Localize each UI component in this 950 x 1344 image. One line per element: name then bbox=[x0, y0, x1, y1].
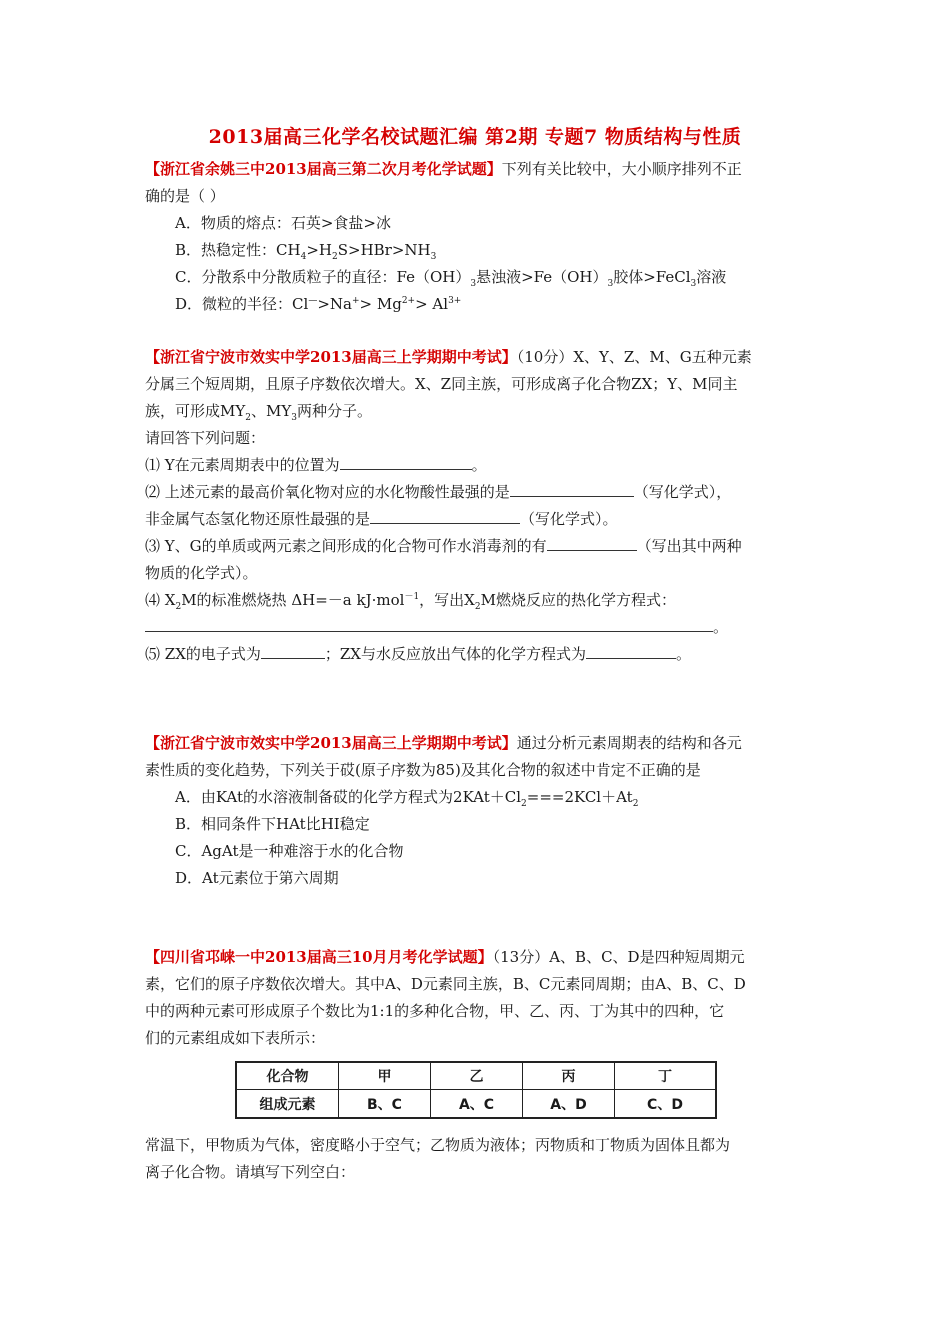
q3-option-a: A．由KAt的水溶液制备砹的化学方程式为$2KAt+Cl_2===2KCl+At_2$ bbox=[175, 788, 639, 809]
q2-line-1: 【浙江省宁波市效实中学2013届高三上学期期中考试】（10分）X、Y、Z、M、G五种元素 bbox=[145, 348, 752, 366]
q2-part-3b: 物质的化学式）。 bbox=[145, 564, 258, 582]
q4-line-4: 们的元素组成如下表所示： bbox=[145, 1029, 326, 1047]
answer-blank[interactable] bbox=[586, 642, 676, 659]
q2-part-3: ⑶ Y、G的单质或两元素之间形成的化合物可作水消毒剂的有 （写出其中两种 bbox=[145, 533, 809, 560]
q1-option-a: A．物质的熔点：石英>食盐>冰 bbox=[175, 214, 391, 232]
q4-source: 【四川省邛崃一中2013届高三10月月考化学试题】 bbox=[145, 948, 493, 966]
q4-after-1: 常温下，甲物质为气体，密度略小于空气；乙物质为液体；丙物质和丁物质为固体且都为 bbox=[145, 1136, 731, 1154]
answer-blank[interactable] bbox=[510, 480, 634, 497]
q3-option-b: B．相同条件下HAt比HI稳定 bbox=[175, 815, 370, 833]
q2-part-4: ⑷ $X_2M$的标准燃烧热 ΔH=－a kJ·mol$^{-1}$，写出$X_2M$燃烧反应的热化学方程式： bbox=[145, 591, 676, 612]
table-header-cell: 甲 bbox=[339, 1063, 431, 1090]
table-cell: A、D bbox=[523, 1090, 615, 1117]
q4-after-2: 离子化合物。请填写下列空白： bbox=[145, 1163, 356, 1181]
q3-source: 【浙江省宁波市效实中学2013届高三上学期期中考试】 bbox=[145, 734, 517, 752]
q1-source: 【浙江省余姚三中2013届高三第二次月考化学试题】 bbox=[145, 160, 502, 178]
table-cell: B、C bbox=[339, 1090, 431, 1117]
answer-blank[interactable] bbox=[340, 453, 472, 470]
question-1 bbox=[145, 156, 809, 318]
table-cell: C、D bbox=[647, 1096, 683, 1113]
q4-line-1: 【四川省邛崃一中2013届高三10月月考化学试题】（13分）A、B、C、D是四种短周期元 bbox=[145, 948, 745, 966]
table-header-cell: 丙 bbox=[523, 1063, 615, 1090]
q2-part-5: ⑸ ZX的电子式为 ；ZX与水反应放出气体的化学方程式为 。 bbox=[145, 641, 809, 668]
question-4 bbox=[145, 944, 809, 1052]
composition-table bbox=[235, 1061, 717, 1119]
table-cell: 组成元素 bbox=[237, 1090, 339, 1117]
q1-option-b: B．热稳定性：$CH_4>H_2S>HBr>NH_3$ bbox=[175, 241, 437, 262]
question-4-continued bbox=[145, 1132, 809, 1186]
q1-line-1: 【浙江省余姚三中2013届高三第二次月考化学试题】下列有关比较中，大小顺序排列不正 bbox=[145, 160, 742, 178]
answer-blank[interactable] bbox=[261, 642, 325, 659]
q3-line-1: 【浙江省宁波市效实中学2013届高三上学期期中考试】通过分析元素周期表的结构和各元 bbox=[145, 734, 742, 752]
q2-part-1: ⑴ Y在元素周期表中的位置为 。 bbox=[145, 452, 809, 479]
answer-blank[interactable] bbox=[145, 615, 713, 632]
q2-part-2: ⑵ 上述元素的最高价氧化物对应的水化物酸性最强的是 （写化学式）， bbox=[145, 479, 809, 506]
question-3 bbox=[145, 730, 809, 892]
q2-part-4b: 。 bbox=[145, 614, 809, 641]
table-cell: A、C bbox=[431, 1090, 523, 1117]
q2-part-2b: 非金属气态氢化物还原性最强的是 （写化学式）。 bbox=[145, 506, 809, 533]
q1-option-d: D．微粒的半径：$Cl^—>Na^+> Mg^{2+}> Al^{3+}$ bbox=[175, 295, 462, 313]
q1-line-2: 确的是（ ） bbox=[145, 187, 225, 205]
table-header-cell: 乙 bbox=[431, 1063, 523, 1090]
answer-blank[interactable] bbox=[370, 507, 520, 524]
answer-blank[interactable] bbox=[547, 534, 637, 551]
q3-option-c: C．AgAt是一种难溶于水的化合物 bbox=[175, 842, 404, 860]
page-title: 2013届高三化学名校试题汇编 第2期 专题7 物质结构与性质 bbox=[208, 126, 742, 148]
q4-line-3: 中的两种元素可形成原子个数比为1:1的多种化合物，甲、乙、丙、丁为其中的四种，它 bbox=[145, 1002, 725, 1020]
q2-line-3: 族，可形成$MY_2$、$MY_3$两种分子。 bbox=[145, 402, 373, 423]
q4-line-2: 素，它们的原子序数依次增大。其中A、D元素同主族，B、C元素同周期；由A、B、C、D bbox=[145, 975, 746, 993]
table-header-cell: 化合物 bbox=[237, 1063, 339, 1090]
q2-source: 【浙江省宁波市效实中学2013届高三上学期期中考试】 bbox=[145, 348, 517, 366]
q3-option-d: D．At元素位于第六周期 bbox=[175, 869, 339, 887]
q2-line-2: 分属三个短周期，且原子序数依次增大。X、Z同主族，可形成离子化合物ZX；Y、M同主 bbox=[145, 375, 738, 393]
q3-line-2: 素性质的变化趋势，下列关于砹(原子序数为85)及其化合物的叙述中肯定不正确的是 bbox=[145, 761, 701, 779]
question-2 bbox=[145, 344, 809, 668]
q2-line-4: 请回答下列问题： bbox=[145, 429, 266, 447]
table-header-cell: 丁 bbox=[615, 1063, 715, 1090]
q1-option-c: C．分散系中分散质粒子的直径：$Fe(OH)_3$悬浊液$>Fe(OH)_3$胶体>FeCl$_3$溶液 bbox=[175, 268, 727, 289]
